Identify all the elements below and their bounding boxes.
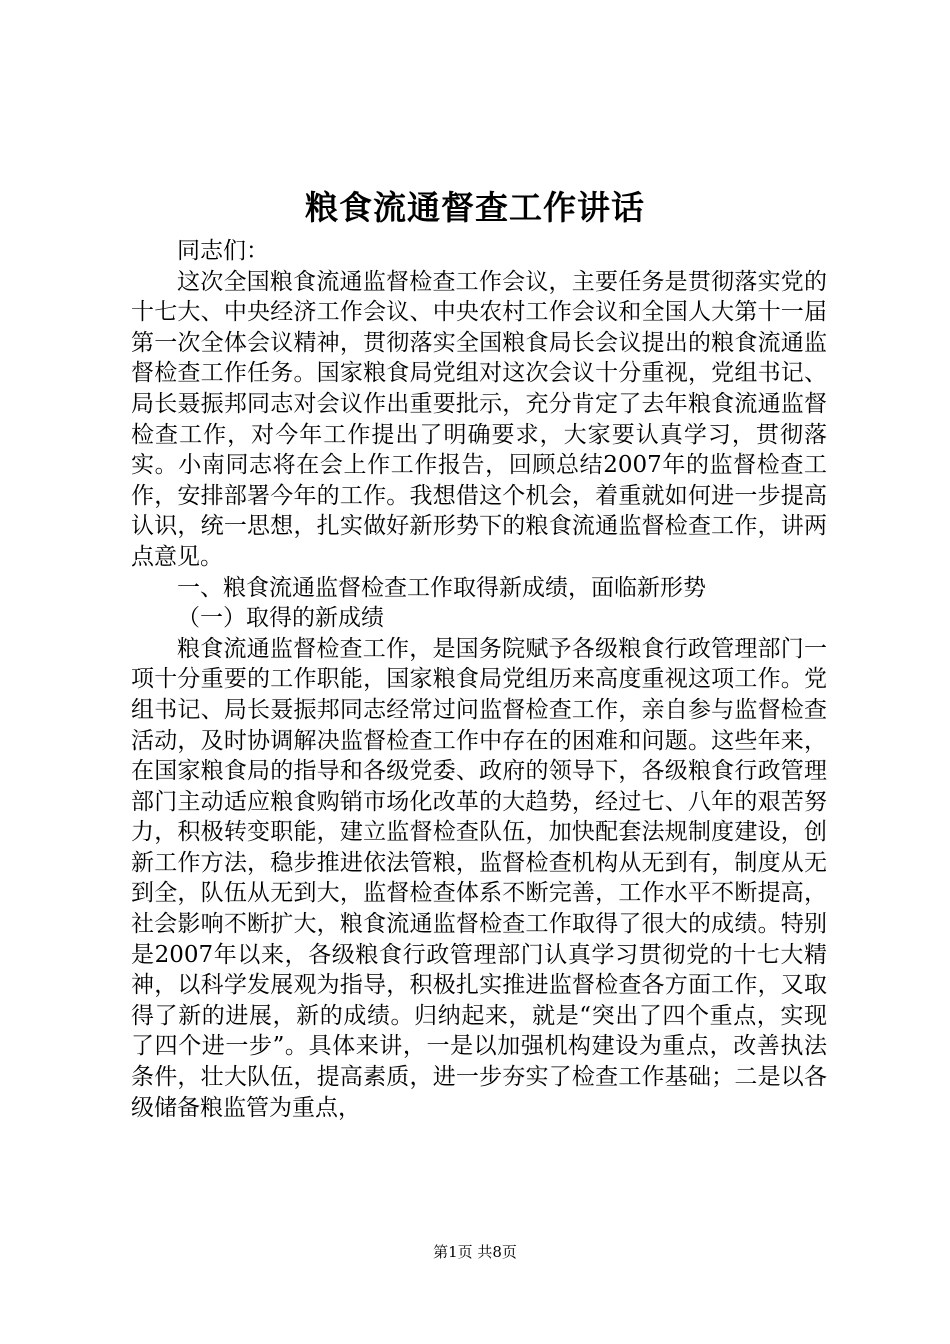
salutation: 同志们： xyxy=(177,238,269,264)
section-heading-1: 一、粮食流通监督检查工作取得新成绩，面临新形势 xyxy=(177,574,706,601)
document-body xyxy=(131,236,827,1123)
subsection-heading-1: （一）取得的新成绩 xyxy=(177,605,384,632)
paragraph-achievements: 粮食流通监督检查工作，是国务院赋予各级粮食行政管理部门一项十分重要的工作职能，国家粮食局党组历来高度重视这项工作。党组书记、局长聂振邦同志经常过问监督检查工作，亲自参与监督检查活动，及时协调解决监督检查工作中存在的困难和问题。这些年来，在国家粮食局的指导和各级党委、政府的领导下，各级粮食行政管理部门主动适应粮食购销市场化改革的大趋势，经过七、八年的艰苦努力，积极转变职能，建立监督检查队伍，加快配套法规制度建设，创新工作方法，稳步推进依法管粮，监督检查机构从无到有，制度从无到全，队伍从无到大，监督检查体系不断完善，工作水平不断提高，社会影响不断扩大，粮食流通监督检查工作取得了很大的成绩。特别是2007年以来，各级粮食行政管理部门认真学习贯彻党的十七大精神，以科学发展观为指导，积极扎实推进监督检查各方面工作，又取得了新的进展，新的成绩。归纳起来，就是“突出了四个重点，实现了四个进一步”。具体来讲，一是以加强机构建设为重点，改善执法条件，壮大队伍，提高素质，进一步夯实了检查工作基础；二是以各级储备粮监管为重点， xyxy=(131,635,827,1121)
page-number-footer: 第1页 共8页 xyxy=(433,1243,517,1261)
paragraph-intro: 这次全国粮食流通监督检查工作会议，主要任务是贯彻落实党的十七大、中央经济工作会议、中央农村工作会议和全国人大第十一届第一次全体会议精神，贯彻落实全国粮食局长会议提出的粮食流通监督检查工作任务。国家粮食局党组对这次会议十分重视，党组书记、局长聂振邦同志对会议作出重要批示，充分肯定了去年粮食流通监督检查工作，对今年工作提出了明确要求，大家要认真学习，贯彻落实。小南同志将在会上作工作报告，回顾总结2007年的监督检查工作，安排部署今年的工作。我想借这个机会，着重就如何进一步提高认识，统一思想，扎实做好新形势下的粮食流通监督检查工作，讲两点意见。 xyxy=(131,268,827,570)
document-title: 粮食流通督查工作讲话 xyxy=(305,188,645,227)
